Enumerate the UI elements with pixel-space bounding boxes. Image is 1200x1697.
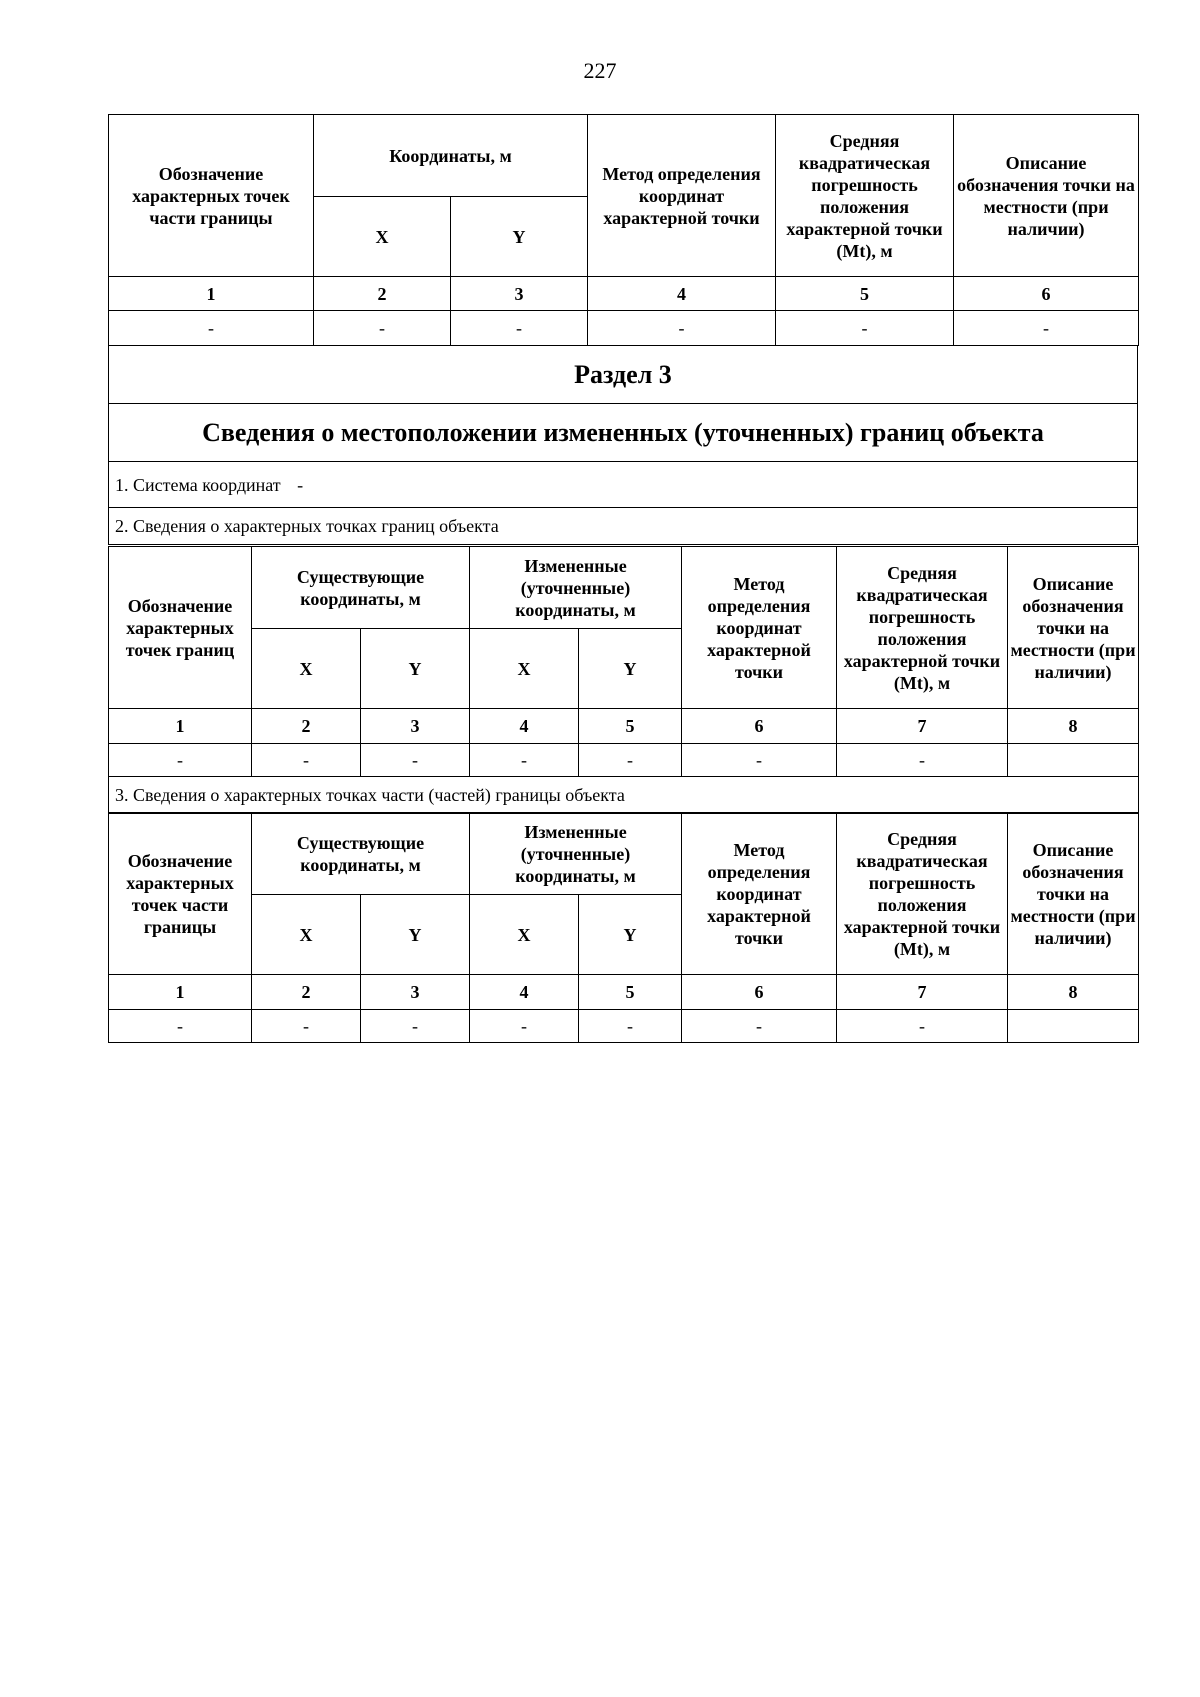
page-number: 227 xyxy=(583,58,617,83)
header-designation: Обозначение характерных точек части границы xyxy=(109,813,252,975)
table-cell: - xyxy=(588,311,776,346)
table-cell: - xyxy=(837,1010,1008,1043)
table-cell: - xyxy=(954,311,1139,346)
column-number: 4 xyxy=(470,975,579,1010)
header-y: Y xyxy=(451,197,588,277)
header-changed-coordinates: Измененные (уточненные) координаты, м xyxy=(470,813,682,895)
header-designation: Обозначение характерных точек границ xyxy=(109,547,252,709)
coord-system-label: 1. Система координат xyxy=(115,474,281,495)
table-row xyxy=(109,744,1139,777)
header-description: Описание обозначения точки на местности (при наличии) xyxy=(1008,813,1139,975)
column-number: 2 xyxy=(314,277,451,311)
column-number: 5 xyxy=(579,709,682,744)
table-cell: - xyxy=(837,744,1008,777)
table-cell: - xyxy=(470,1010,579,1043)
column-number: 5 xyxy=(579,975,682,1010)
column-number: 8 xyxy=(1008,975,1139,1010)
header-x: X xyxy=(470,629,579,709)
header-method: Метод определения координат характерной точки xyxy=(588,115,776,277)
header-x: X xyxy=(314,197,451,277)
table-cell: - xyxy=(682,1010,837,1043)
header-y: Y xyxy=(579,895,682,975)
table-cell: - xyxy=(579,1010,682,1043)
table-cell: - xyxy=(252,1010,361,1043)
table-cell: - xyxy=(682,744,837,777)
table-cell: - xyxy=(109,744,252,777)
header-designation: Обозначение характерных точек части границы xyxy=(109,115,314,277)
column-number: 6 xyxy=(954,277,1139,311)
column-number: 1 xyxy=(109,277,314,311)
column-number: 7 xyxy=(837,975,1008,1010)
header-x: X xyxy=(470,895,579,975)
column-number: 2 xyxy=(252,709,361,744)
parts-section-label: 3. Сведения о характерных точках части (частей) границы объекта xyxy=(109,777,1139,814)
column-number: 7 xyxy=(837,709,1008,744)
table-cell: - xyxy=(579,744,682,777)
table-cell: - xyxy=(109,1010,252,1043)
section-title: Раздел 3 xyxy=(109,346,1138,404)
header-method: Метод определения координат характерной точки xyxy=(682,547,837,709)
section-subtitle: Сведения о местоположении измененных (уточненных) границ объекта xyxy=(109,404,1138,462)
header-y: Y xyxy=(361,895,470,975)
section-header xyxy=(108,345,1138,545)
table-cell: - xyxy=(451,311,588,346)
header-y: Y xyxy=(361,629,470,709)
header-existing-coordinates: Существующие координаты, м xyxy=(252,547,470,629)
header-x: X xyxy=(252,895,361,975)
table-row xyxy=(109,311,1139,346)
column-number: 6 xyxy=(682,975,837,1010)
table-cell: - xyxy=(361,1010,470,1043)
part-boundary-points-table-2 xyxy=(108,812,1139,1043)
table-cell: - xyxy=(252,744,361,777)
table-cell: - xyxy=(109,311,314,346)
table-cell: - xyxy=(776,311,954,346)
column-number: 3 xyxy=(361,975,470,1010)
header-description: Описание обозначения точки на местности (при наличии) xyxy=(1008,547,1139,709)
coord-system-row xyxy=(109,462,1138,508)
part-boundary-points-table xyxy=(108,114,1139,346)
table-cell xyxy=(1008,744,1139,777)
column-number: 6 xyxy=(682,709,837,744)
header-error: Средняя квадратическая погрешность положения характерной точки (Mt), м xyxy=(837,813,1008,975)
header-y: Y xyxy=(579,629,682,709)
header-method: Метод определения координат характерной точки xyxy=(682,813,837,975)
header-error: Средняя квадратическая погрешность положения характерной точки (Mt), м xyxy=(776,115,954,277)
column-number: 4 xyxy=(470,709,579,744)
header-changed-coordinates: Измененные (уточненные) координаты, м xyxy=(470,547,682,629)
column-number: 3 xyxy=(451,277,588,311)
column-number: 2 xyxy=(252,975,361,1010)
column-number: 1 xyxy=(109,975,252,1010)
header-x: X xyxy=(252,629,361,709)
table-cell: - xyxy=(470,744,579,777)
table-row xyxy=(109,1010,1139,1043)
column-number: 5 xyxy=(776,277,954,311)
coord-system-value: - xyxy=(297,474,304,495)
column-number: 4 xyxy=(588,277,776,311)
table-cell xyxy=(1008,1010,1139,1043)
column-number: 3 xyxy=(361,709,470,744)
header-error: Средняя квадратическая погрешность положения характерной точки (Mt), м xyxy=(837,547,1008,709)
header-existing-coordinates: Существующие координаты, м xyxy=(252,813,470,895)
column-number: 8 xyxy=(1008,709,1139,744)
column-number: 1 xyxy=(109,709,252,744)
points-section-label: 2. Сведения о характерных точках границ объекта xyxy=(109,508,1138,545)
header-coordinates: Координаты, м xyxy=(314,115,588,197)
header-description: Описание обозначения точки на местности (при наличии) xyxy=(954,115,1139,277)
table-cell: - xyxy=(361,744,470,777)
boundary-points-table xyxy=(108,546,1139,814)
table-cell: - xyxy=(314,311,451,346)
